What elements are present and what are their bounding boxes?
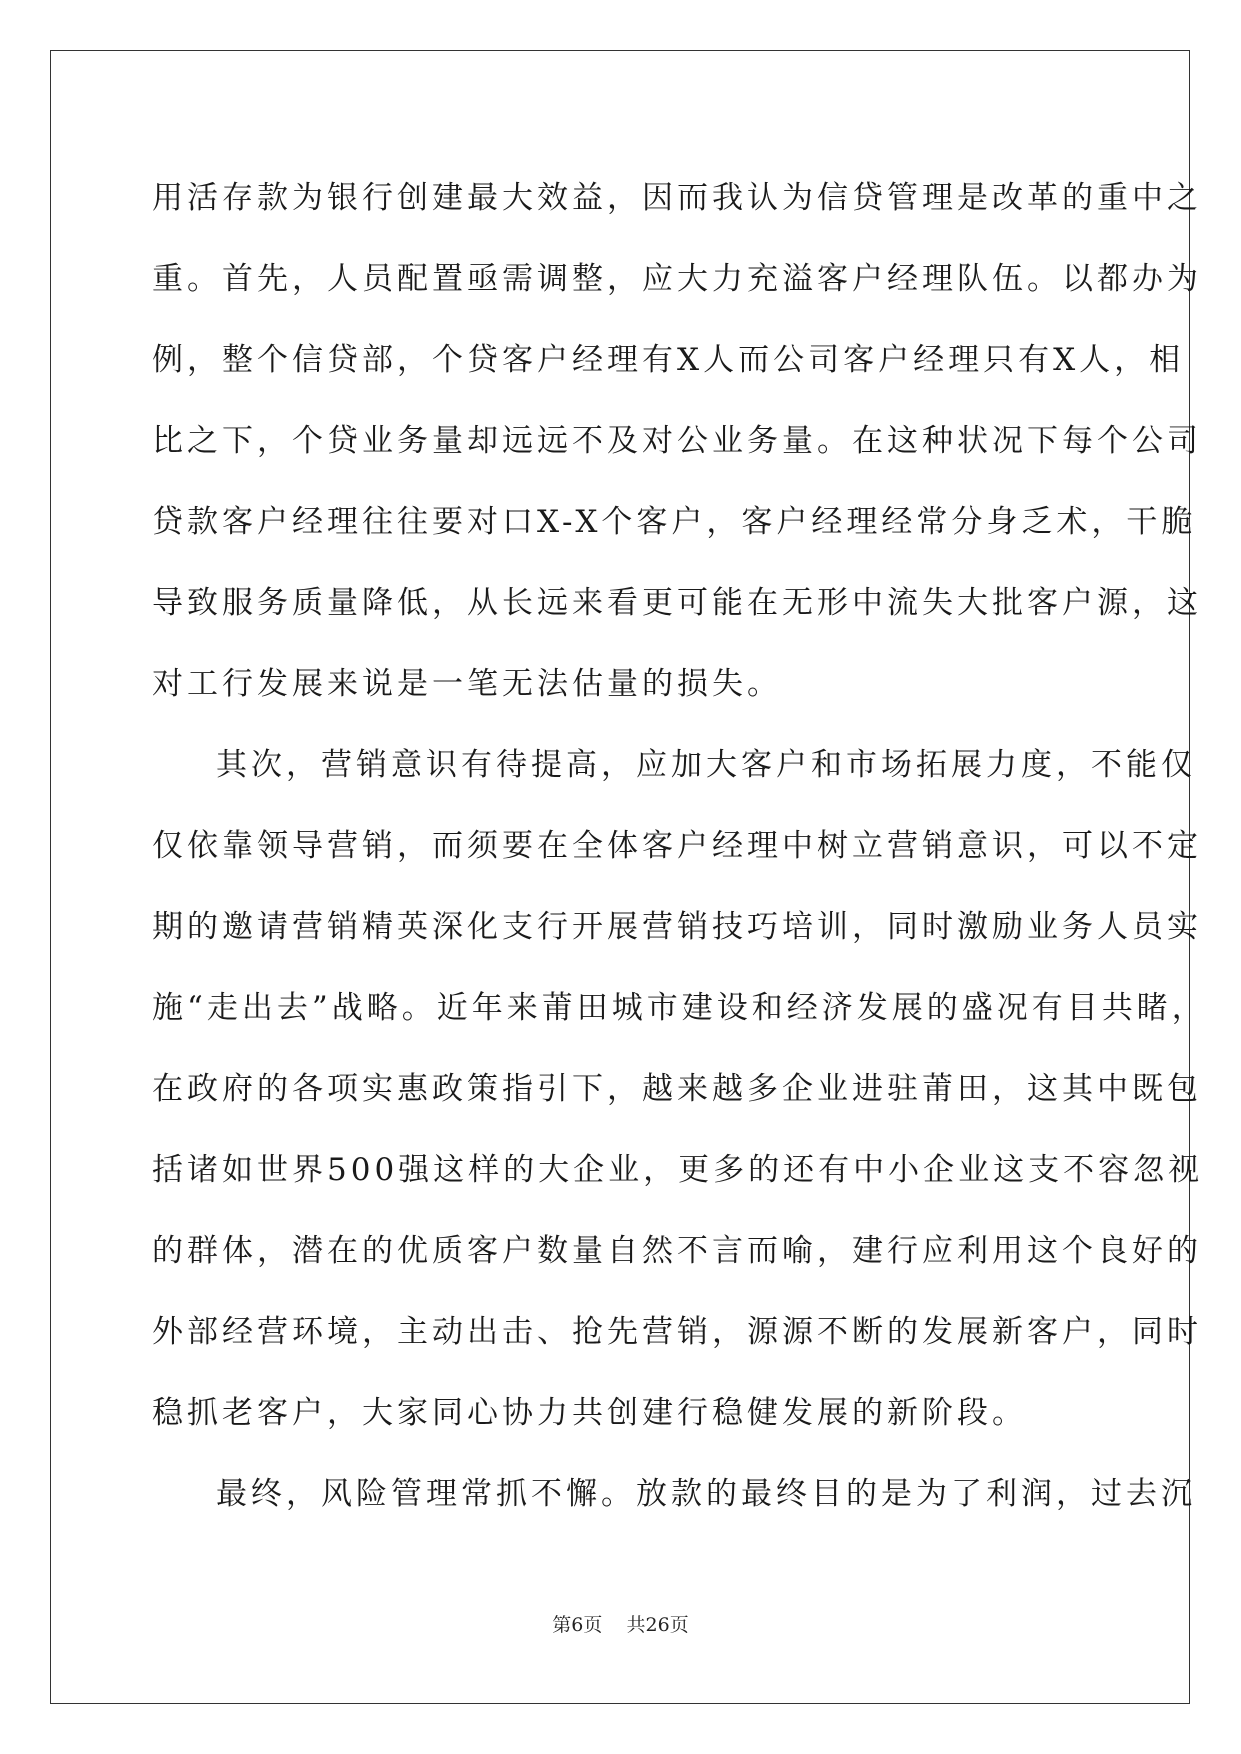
text-line: 例，整个信贷部，个贷客户经理有X人而公司客户经理只有X人，相 [152, 342, 1185, 378]
text-line: 比之下，个贷业务量却远远不及对公业务量。在这种状况下每个公司 [152, 423, 1202, 459]
text-line: 导致服务质量降低，从长远来看更可能在无形中流失大批客户源，这 [152, 585, 1202, 621]
text-line: 施“走出去”战略。近年来莆田城市建设和经济发展的盛况有目共睹， [152, 990, 1207, 1026]
text-line: 最终，风险管理常抓不懈。放款的最终目的是为了利润，过去沉 [216, 1476, 1196, 1512]
text-line: 其次，营销意识有待提高，应加大客户和市场拓展力度，不能仅 [216, 747, 1196, 783]
page-footer [0, 1610, 1241, 1637]
page-total: 共26页 [626, 1614, 689, 1636]
text-line: 期的邀请营销精英深化支行开展营销技巧培训，同时激励业务人员实 [152, 909, 1202, 945]
text-line: 重。首先，人员配置亟需调整，应大力充溢客户经理队伍。以都办为 [152, 261, 1202, 297]
text-line: 的群体，潜在的优质客户数量自然不言而喻，建行应利用这个良好的 [152, 1233, 1202, 1269]
text-line: 用活存款为银行创建最大效益，因而我认为信贷管理是改革的重中之 [152, 180, 1202, 216]
text-line: 外部经营环境，主动出击、抢先营销，源源不断的发展新客户，同时 [152, 1314, 1202, 1350]
text-line: 稳抓老客户，大家同心协力共创建行稳健发展的新阶段。 [152, 1395, 1027, 1431]
text-line: 仅依靠领导营销，而须要在全体客户经理中树立营销意识，可以不定 [152, 828, 1202, 864]
text-line: 括诸如世界500强这样的大企业，更多的还有中小企业这支不容忽视 [152, 1152, 1204, 1188]
document-body [152, 158, 1207, 1535]
text-line: 对工行发展来说是一笔无法估量的损失。 [152, 666, 782, 702]
page-number: 第6页 [552, 1614, 603, 1636]
text-line: 贷款客户经理往往要对口X-X个客户，客户经理经常分身乏术，干脆 [152, 504, 1197, 540]
text-line: 在政府的各项实惠政策指引下，越来越多企业进驻莆田，这其中既包 [152, 1071, 1202, 1107]
